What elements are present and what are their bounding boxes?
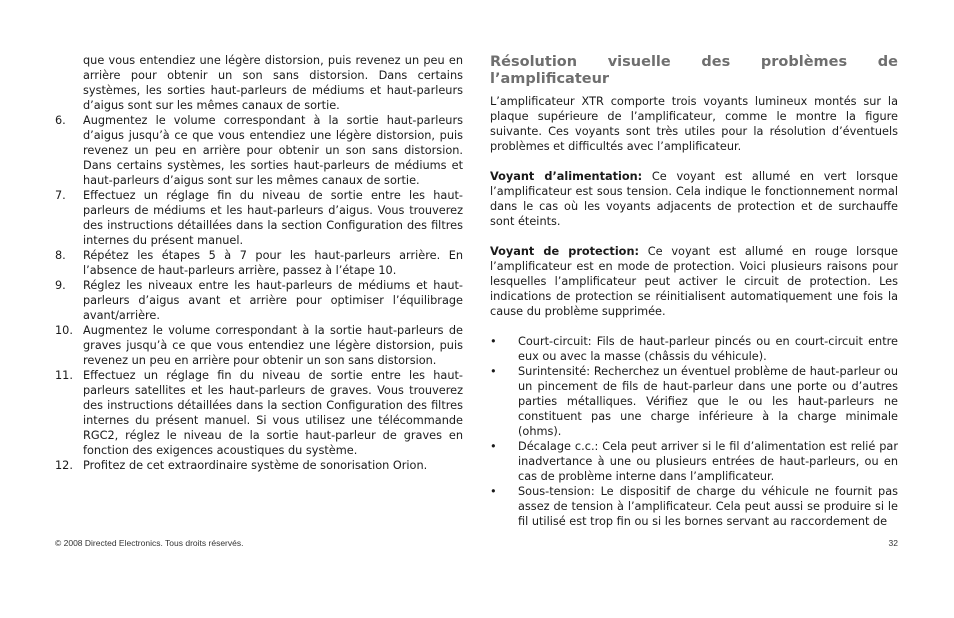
section-heading: Résolution visuelle des problèmes de l’amplificateur <box>490 54 898 87</box>
bullet-text: Surintensité: Recherchez un éventuel problème de haut-parleur ou un pincement de fils de haut-parleur dans une porte ou d’autres parties métalliques. Vérifiez que le ou les haut-parleurs ne constituent pas une charge inférieure à la charge minimale (ohms). <box>518 365 898 438</box>
power-indicator-text: Ce voyant est allumé en vert lorsque l’amplificateur est sous tension. Cela indique le fonctionnement normal dans le cas où les voyants adjacents de protection et de surchauffe sont éteints. <box>490 170 898 228</box>
step-number: 11. <box>55 369 73 382</box>
bullet-text: Sous-tension: Le dispositif de charge du véhicule ne fournit pas assez de tension à l’amplificateur. Cela peut aussi se produire si le fil utilisé est trop fin ou si les bornes servant au raccordement de <box>518 485 898 528</box>
step-item <box>55 458 463 473</box>
right-column <box>490 54 898 529</box>
step-number: 9. <box>55 279 66 292</box>
step-item <box>55 278 463 323</box>
bullet-list <box>490 334 898 529</box>
step-item <box>55 113 463 188</box>
protection-indicator-paragraph <box>490 244 898 319</box>
bullet-item <box>490 364 898 439</box>
bullet-icon: • <box>490 335 497 348</box>
step-text: Augmentez le volume correspondant à la sortie haut-parleurs d’aigus jusqu’à ce que vous entendiez une légère distorsion, puis revenez un peu en arrière pour obtenir un son sans distorsion. Dans certains systèmes, les sorties haut-parleurs de médiums et haut-parleurs d’aigus sont sur les mêmes canaux de sortie. <box>83 114 463 187</box>
left-column <box>55 53 463 473</box>
step-item <box>55 188 463 248</box>
step-text: Profitez de cet extraordinaire système de sonorisation Orion. <box>83 459 428 472</box>
bullet-text: Décalage c.c.: Cela peut arriver si le fil d’alimentation est relié par inadvertance à une ou plusieurs entrées de haut-parleurs, ou en cas de problème interne dans l’amplificateur. <box>518 440 898 483</box>
bullet-text: Court-circuit: Fils de haut-parleur pincés ou en court-circuit entre eux ou avec la masse (châssis du véhicule). <box>518 335 898 363</box>
continuation-paragraph: que vous entendiez une légère distorsion, puis revenez un peu en arrière pour obtenir un son sans distorsion. Dans certains systèmes, les sorties haut-parleurs de médiums et haut-parleurs d’aigus sont sur les mêmes canaux de sortie. <box>83 54 463 112</box>
step-text: Augmentez le volume correspondant à la sortie haut-parleurs de graves jusqu’à ce que vous entendiez une légère distorsion, puis revenez un peu en arrière pour obtenir un son sans distorsion. <box>83 324 463 367</box>
intro-paragraph: L’amplificateur XTR comporte trois voyants lumineux montés sur la plaque supérieure de l’amplificateur, comme le montre la figure suivante. Ces voyants sont très utiles pour la résolution d’éventuels problèmes et difficultés avec l’amplificateur. <box>490 95 898 153</box>
step-number: 6. <box>55 114 66 127</box>
step-item <box>55 248 463 278</box>
protection-indicator-label: Voyant de protection: <box>490 245 640 258</box>
step-number: 10. <box>55 324 73 337</box>
step-text: Effectuez un réglage fin du niveau de sortie entre les haut-parleurs de médiums et les haut-parleurs d’aigus. Vous trouverez des instructions détaillées dans la section Configuration des filtres internes du présent manuel. <box>83 189 463 247</box>
power-indicator-label: Voyant d’alimentation: <box>490 170 643 183</box>
bullet-icon: • <box>490 440 497 453</box>
step-item <box>55 368 463 458</box>
bullet-item <box>490 334 898 364</box>
protection-indicator-text: Ce voyant est allumé en rouge lorsque l’amplificateur est en mode de protection. Voici plusieurs raisons pour lesquelles l’amplificateur peut activer le circuit de protection. Les indications de protection se réinitialisent automatiquement une fois la cause du problème supprimée. <box>490 245 898 318</box>
step-number: 8. <box>55 249 66 262</box>
steps-list <box>55 113 463 473</box>
step-text: Répétez les étapes 5 à 7 pour les haut-parleurs arrière. En l’absence de haut-parleurs arrière, passez à l’étape 10. <box>83 249 463 277</box>
step-number: 12. <box>55 459 73 472</box>
bullet-item <box>490 439 898 484</box>
step-number: 7. <box>55 189 66 202</box>
bullet-item <box>490 484 898 529</box>
step-text: Effectuez un réglage fin du niveau de sortie entre les haut-parleurs satellites et les haut-parleurs de graves. Vous trouverez des instructions détaillées dans la section Configuration des filtres internes du présent manuel. Si vous utilisez une télécommande RGC2, réglez le niveau de la sortie haut-parleur de graves en fonction des exigences acoustiques du système. <box>83 369 463 457</box>
footer-copyright: © 2008 Directed Electronics. Tous droits réservés. <box>55 538 244 548</box>
step-text: Réglez les niveaux entre les haut-parleurs de médiums et haut-parleurs d’aigus avant et arrière pour optimiser l’équilibrage avant/arrière. <box>83 279 463 322</box>
bullet-icon: • <box>490 485 497 498</box>
power-indicator-paragraph <box>490 169 898 229</box>
bullet-icon: • <box>490 365 497 378</box>
step-item <box>55 323 463 368</box>
page-number: 32 <box>888 538 898 548</box>
